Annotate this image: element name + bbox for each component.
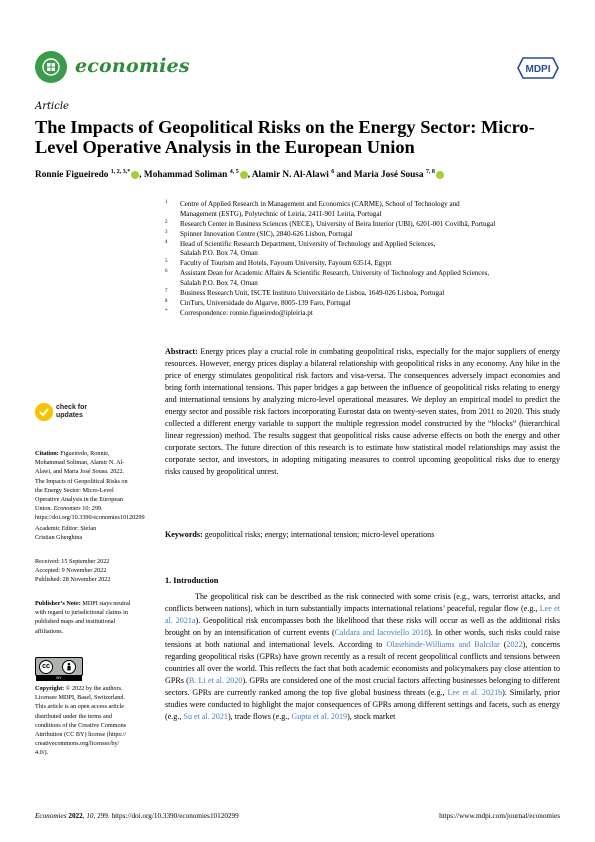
- author-name[interactable]: Alamir N. Al-Alawi: [251, 170, 329, 181]
- journal-name: economies: [75, 55, 190, 77]
- received-date: Received: 15 September 2022: [35, 558, 110, 565]
- citation-link[interactable]: Gupta et al. 2019: [291, 712, 348, 722]
- affiliation-text: CinTurs, Universidade do Algarve, 8005-139 Faro, Portugal: [180, 298, 351, 307]
- affiliation-text: Spinner Innovation Centre (SIC), 2840-626 Lisbon, Portugal: [180, 229, 353, 238]
- cc-by-label: BY: [36, 675, 82, 681]
- mdpi-logo: [517, 56, 559, 80]
- author-affil-sup: 1, 2, 3,*: [110, 169, 131, 175]
- person-icon: [62, 660, 76, 674]
- author-affil-sup: 4, 5: [229, 169, 239, 175]
- keywords: Keywords: geopolitical risks; energy; international tension; micro-level operations: [165, 530, 435, 539]
- section-heading-introduction: 1. Introduction: [165, 576, 219, 585]
- journal-logo: [35, 51, 67, 83]
- publication-dates: [35, 557, 132, 585]
- citation-block: Citation: Figueiredo, Ronnie, Mohammad Soliman, Alamir N. Al-Alawi, and Maria José Sousa. 2022. The Impacts of Geopolitical Risks on the Energy Sector: Micro-Level Operative Analysis in the European Union. Economies 10: 299. https://doi.org/10.3390/economies10120299: [35, 450, 145, 522]
- introduction-paragraph: The geopolitical risk can be described as the risk connected with some crisis (e.g., wars, terrorist attacks, and conflicts between nations), which in turn substantially impacts international relations’ peaceful, regular flow (e.g., Lee et al. 2021a). Geopolitical risk encompasses both the likelihood that these risks will occur as well as the additional risks brought on by an intensification of current events (Caldara and Iacoviello 2018). In other words, such risks could raise tensions at both national and international levels. According to Olasehinde-Williams and Balcilar (2022), concerns regarding geopolitical risks (GPRs) have grown recently as a result of recent geopolitical conflicts and tensions between countries all over the world. This reflects the fact that both academic economists and policymakers pay close attention to GPRs (B. Li et al. 2020). GPRs are considered one of the most crucial factors affecting businesses belonging to different sectors. GPRs are currently ranked among the top five global business threats (e.g., Lee et al. 2021b). Similarly, prior studies were conducted to highlight the major consequences of GPRs among different settings and facets, such as energy (e.g., Su et al. 2021), trade flows (e.g., Gupta et al. 2019), stock market: [165, 592, 561, 722]
- check-updates-icon: [35, 403, 53, 421]
- affiliation-text: Head of Scientific Research Department, University of Technology and Applied Sciences, Salalah P.O. Box 74, Oman: [180, 239, 436, 258]
- orcid-icon[interactable]: [240, 171, 248, 179]
- citation-link[interactable]: 2022: [506, 640, 523, 650]
- academic-editor: Academic Editor: Ștefan Cristian Gherghina: [35, 525, 97, 542]
- affiliation-number: 7: [165, 288, 168, 294]
- author-affil-sup: 6: [331, 169, 335, 175]
- globe-leaf-icon: [41, 57, 61, 77]
- abstract: Abstract: Energy prices play a crucial role in combating geopolitical risks, especially for the major suppliers of energy resources. However, energy prices display a bilateral relationship with geopolitical risks in any economy. Any hike in the price of energy stimulates geopolitical risk factors and visa-versa. The consequences adversely impact economies and bring forth international tensions. This paper bridges a gap between the influence of geopolitical risks relating to energy and international tensions by analyzing micro-level operational measures. We deploy an empirical model to predict the energy sector and possible risk factors incorporating Eurostat data on twenty-seven states, from 2011 to 2020. This study collected a different energy variable to support the multiple regression model constructed by the “blocks” (hierarchical linear regression) method. The results suggest that geopolitical risks cause adverse effects on both the energy and other corporate sectors. The future direction of this research is to estimate how statistical model relationships may assist the corporate sector, and investors, in adopting mitigating measures to control upcoming geopolitical risks due to energy risks caused by geopolitical unrest.: [165, 347, 560, 477]
- affiliation-text: Faculty of Tourism and Hotels, Fayoum University, Fayoum 63514, Egypt: [180, 259, 392, 268]
- citation-link[interactable]: Lee et al. 2021b: [447, 688, 503, 698]
- citation-link[interactable]: B. Li et al. 2020: [188, 676, 243, 686]
- affiliation-text: Research Center in Business Sciences (NECE), University of Beira Interior (UBI), 6201-001 Covilhã, Portugal: [180, 219, 496, 228]
- affiliation-number: 5: [165, 259, 168, 265]
- published-date: Published: 28 November 2022: [35, 576, 111, 584]
- page-footer: Economies 2022, 10, 299. https://doi.org/10.3390/economies10120299 https://www.mdpi.com/journal/economies: [35, 812, 560, 820]
- copyright-notice: Copyright: © 2022 by the authors. Licensee MDPI, Basel, Switzerland. This article is an open access article distributed under the terms and conditions of the Creative Commons Attribution (CC BY) license (https:// creativecommons.org/licenses/by/ 4.0/).: [35, 685, 127, 757]
- cc-icon: cc: [39, 660, 53, 674]
- author-list: Ronnie Figueiredo $^{1, 2, 3,*}$ , Mohammad Soliman $^{4, 5}$ , Alamir N. Al-Alawi $^6$ and Maria José Sousa $^{7, 8}$: [35, 169, 575, 180]
- author-name[interactable]: Mohammad Soliman: [143, 170, 228, 181]
- affiliation-number: *: [165, 308, 168, 314]
- affiliation-number: 4: [165, 239, 168, 245]
- accepted-date: Accepted: 9 November 2022: [35, 567, 107, 575]
- affiliation-number: 6: [165, 269, 168, 275]
- author-name[interactable]: Ronnie Figueiredo: [35, 170, 109, 181]
- article-type: Article: [35, 101, 69, 112]
- affiliation-number: 1: [165, 200, 168, 205]
- mdpi-logo-text: MDPI: [525, 64, 551, 75]
- citation-link[interactable]: Caldara and Iacoviello 2018: [334, 628, 429, 638]
- check-for-updates-button[interactable]: check for updates: [35, 403, 95, 423]
- citation-link[interactable]: Lee et al. 2021a: [165, 604, 560, 626]
- page-title: The Impacts of Geopolitical Risks on the Energy Sector: Micro-Level Operative Analysis in the European Union: [35, 117, 535, 157]
- orcid-icon[interactable]: [436, 171, 444, 179]
- affiliation-text: Centre of Applied Research in Management and Economics (CARME), School of Technology and Management (ESTG), Polytechnic of Leiria, 2411-901 Leiria, Portugal: [180, 200, 460, 218]
- affiliation-number: 8: [165, 298, 168, 304]
- affiliation-text: Correspondence: ronnie.figueiredo@ipleiria.pt: [180, 308, 313, 317]
- cc-by-license-icon[interactable]: [35, 657, 83, 680]
- citation-link[interactable]: Su et al. 2021: [183, 712, 228, 722]
- affiliation-text: Business Research Unit, ISCTE Instituto Universitário de Lisboa, 1649-026 Lisboa, Portugal: [180, 288, 445, 297]
- author-affil-sup: 7, 8: [425, 169, 435, 175]
- affiliation-number: 2: [165, 219, 168, 225]
- affiliation-number: 3: [165, 229, 168, 235]
- publisher-note: Publisher’s Note: MDPI stays neutral with regard to jurisdictional claims in published maps and institutional affiliations.: [35, 600, 131, 635]
- journal-url-link[interactable]: https://www.mdpi.com/journal/economies: [439, 812, 560, 820]
- citation-link[interactable]: Olasehinde-Williams and Balcilar: [386, 640, 500, 650]
- author-name[interactable]: Maria José Sousa: [353, 170, 424, 181]
- affiliation-text: Assistant Dean for Academic Affairs & Scientific Research, University of Technology and Applied Sciences, Salalah P.O. Box 74, Oman: [180, 269, 490, 287]
